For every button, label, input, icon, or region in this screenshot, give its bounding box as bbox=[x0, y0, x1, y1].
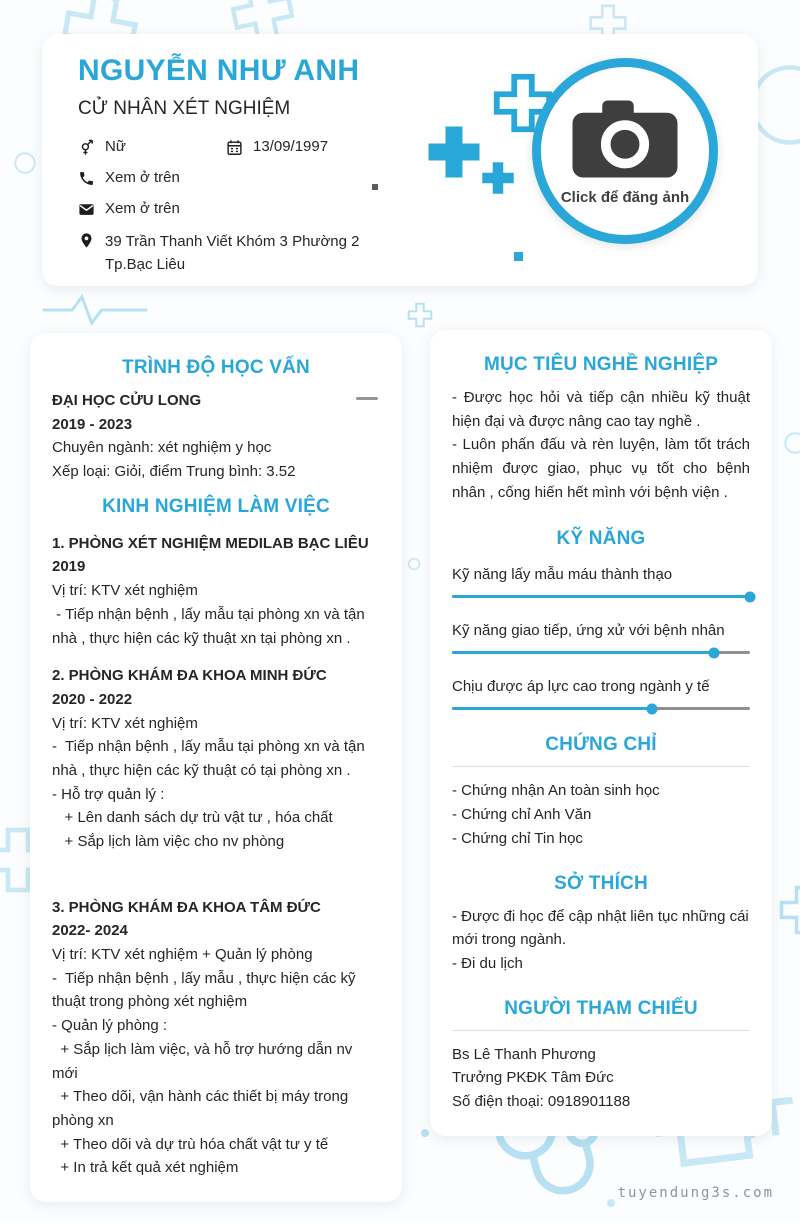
section-heading-experience: KINH NGHIỆM LÀM VIỆC bbox=[52, 496, 380, 518]
experience-line: Vị trí: KTV xét nghiệm + Quản lý phòng bbox=[52, 943, 380, 967]
right-column-card bbox=[430, 330, 772, 1136]
bg-circle-icon bbox=[782, 430, 800, 456]
skill-slider[interactable] bbox=[452, 651, 750, 654]
bg-cross-icon bbox=[774, 880, 800, 940]
reference-line: Số điện thoại: 0918901188 bbox=[452, 1090, 750, 1114]
objective-line: - Luôn phấn đấu và rèn luyện, làm tốt trách nhiệm được giao, phục vụ tốt cho bệnh nhân , cống hiến hết mình với bệnh viện . bbox=[452, 433, 750, 504]
address-field bbox=[78, 231, 405, 276]
slider-knob[interactable] bbox=[646, 703, 657, 714]
slider-knob[interactable] bbox=[709, 647, 720, 658]
bg-heartbeat-icon bbox=[40, 292, 150, 328]
bg-cross-icon bbox=[405, 300, 435, 330]
experience-job bbox=[52, 896, 380, 1180]
section-heading-education: TRÌNH ĐỘ HỌC VẤN bbox=[52, 357, 380, 379]
divider bbox=[452, 766, 750, 767]
skill-label: Kỹ năng giao tiếp, ứng xử với bệnh nhân bbox=[452, 622, 750, 639]
dash-decoration bbox=[356, 397, 378, 400]
job-title: 2. PHÒNG KHÁM ĐA KHOA MINH ĐỨC bbox=[52, 664, 380, 688]
slider-fill bbox=[452, 707, 652, 710]
skill-label: Chịu được áp lực cao trong ngành y tế bbox=[452, 678, 750, 695]
gray-dot-decoration bbox=[372, 184, 378, 190]
photo-upload-label: Click để đăng ảnh bbox=[561, 189, 689, 206]
divider bbox=[452, 1030, 750, 1031]
photo-upload-placeholder[interactable] bbox=[532, 58, 718, 244]
experience-line: + Sắp lịch làm việc cho nv phòng bbox=[52, 830, 380, 854]
gender-field bbox=[78, 138, 226, 156]
experience-line: - Quản lý phòng : bbox=[52, 1014, 380, 1038]
mail-icon bbox=[78, 201, 95, 218]
reference-line: Trưởng PKĐK Tâm Đức bbox=[452, 1066, 750, 1090]
experience-line: - Hỗ trợ quản lý : bbox=[52, 783, 380, 807]
education-school: ĐẠI HỌC CỬU LONG bbox=[52, 389, 380, 413]
experience-line: - Tiếp nhận bệnh , lấy mẫu tại phòng xn và tận nhà , thực hiện các kỹ thuật có tại phòng xn . bbox=[52, 735, 380, 782]
phone-value: Xem ở trên bbox=[105, 169, 180, 186]
section-heading-certificates: CHỨNG CHỈ bbox=[452, 734, 750, 756]
experience-line: + Sắp lịch làm việc, và hỗ trợ hướng dẫn nv mới bbox=[52, 1038, 380, 1085]
dob-value: 13/09/1997 bbox=[253, 138, 328, 155]
slider-fill bbox=[452, 651, 714, 654]
skill-item bbox=[452, 678, 750, 710]
job-years: 2022- 2024 bbox=[52, 919, 380, 943]
experience-job bbox=[52, 664, 380, 854]
reference-line: Bs Lê Thanh Phương bbox=[452, 1043, 750, 1067]
objective-line: - Được học hỏi và tiếp cận nhiều kỹ thuật hiện đại và được nâng cao tay nghề . bbox=[452, 386, 750, 433]
education-block bbox=[52, 389, 380, 484]
experience-line: Vị trí: KTV xét nghiệm bbox=[52, 579, 380, 603]
experience-line: + Theo dõi, vận hành các thiết bị máy trong phòng xn bbox=[52, 1085, 380, 1132]
experience-line: - Tiếp nhận bệnh , lấy mẫu , thực hiện các kỹ thuật trong phòng xét nghiệm bbox=[52, 967, 380, 1014]
skill-item bbox=[452, 622, 750, 654]
hobby-line: - Đi du lịch bbox=[452, 952, 750, 976]
section-heading-references: NGƯỜI THAM CHIẾU bbox=[452, 998, 750, 1020]
skill-slider[interactable] bbox=[452, 707, 750, 710]
square-dot-decoration bbox=[514, 252, 523, 261]
job-title: 1. PHÒNG XÉT NGHIỆM MEDILAB BẠC LIÊU bbox=[52, 532, 380, 556]
experience-line: Vị trí: KTV xét nghiệm bbox=[52, 712, 380, 736]
slider-fill bbox=[452, 595, 750, 598]
gender-value: Nữ bbox=[105, 138, 126, 155]
bg-dot-icon bbox=[420, 1128, 430, 1138]
education-line: Chuyên ngành: xét nghiệm y học bbox=[52, 436, 380, 460]
experience-line: + Lên danh sách dự trù vật tư , hóa chất bbox=[52, 806, 380, 830]
education-years: 2019 - 2023 bbox=[52, 413, 380, 437]
experience-line: - Tiếp nhận bệnh , lấy mẫu tại phòng xn và tận nhà , thực hiện các kỹ thuật xn tại phòng xn . bbox=[52, 603, 380, 650]
job-years: 2020 - 2022 bbox=[52, 688, 380, 712]
location-pin-icon bbox=[78, 232, 95, 249]
candidate-name: NGUYỄN NHƯ ANH bbox=[78, 54, 758, 88]
camera-icon bbox=[567, 97, 683, 181]
cross-solid-small-decoration bbox=[477, 157, 519, 204]
site-watermark: tuyendung3s.com bbox=[618, 1185, 774, 1201]
education-line: Xếp loại: Giỏi, điểm Trung bình: 3.52 bbox=[52, 460, 380, 484]
skill-label: Kỹ năng lấy mẫu máu thành thạo bbox=[452, 566, 750, 583]
certificate-line: - Chứng chỉ Tin học bbox=[452, 827, 750, 851]
calendar-icon bbox=[226, 139, 243, 156]
gender-icon bbox=[78, 139, 95, 156]
certificate-line: - Chứng chỉ Anh Văn bbox=[452, 803, 750, 827]
slider-knob[interactable] bbox=[745, 591, 756, 602]
section-heading-hobbies: SỞ THÍCH bbox=[452, 873, 750, 895]
phone-icon bbox=[78, 170, 95, 187]
bg-dot-icon bbox=[606, 1198, 616, 1208]
job-title: 3. PHÒNG KHÁM ĐA KHOA TÂM ĐỨC bbox=[52, 896, 380, 920]
email-value: Xem ở trên bbox=[105, 200, 180, 217]
dob-field bbox=[226, 138, 328, 156]
experience-job bbox=[52, 532, 380, 650]
phone-field bbox=[78, 169, 180, 187]
hobby-line: - Được đi học để cập nhật liên tục những cái mới trong ngành. bbox=[452, 905, 750, 952]
experience-line: + In trả kết quả xét nghiệm bbox=[52, 1156, 380, 1180]
skill-slider[interactable] bbox=[452, 595, 750, 598]
certificate-line: - Chứng nhận An toàn sinh học bbox=[452, 779, 750, 803]
candidate-title: CỬ NHÂN XÉT NGHIỆM bbox=[78, 98, 758, 120]
address-value: 39 Trần Thanh Viết Khóm 3 Phường 2 Tp.Bạc Liêu bbox=[105, 231, 405, 276]
header-card bbox=[42, 34, 758, 286]
left-column-card bbox=[30, 333, 402, 1202]
section-heading-objective: MỤC TIÊU NGHỀ NGHIỆP bbox=[452, 354, 750, 376]
section-heading-skills: KỸ NĂNG bbox=[452, 528, 750, 550]
bg-circle-icon bbox=[406, 556, 422, 572]
skill-item bbox=[452, 566, 750, 598]
email-field bbox=[78, 200, 180, 218]
job-years: 2019 bbox=[52, 555, 380, 579]
bg-circle-icon bbox=[12, 150, 38, 176]
experience-line: + Theo dõi và dự trù hóa chất vật tư y tế bbox=[52, 1133, 380, 1157]
